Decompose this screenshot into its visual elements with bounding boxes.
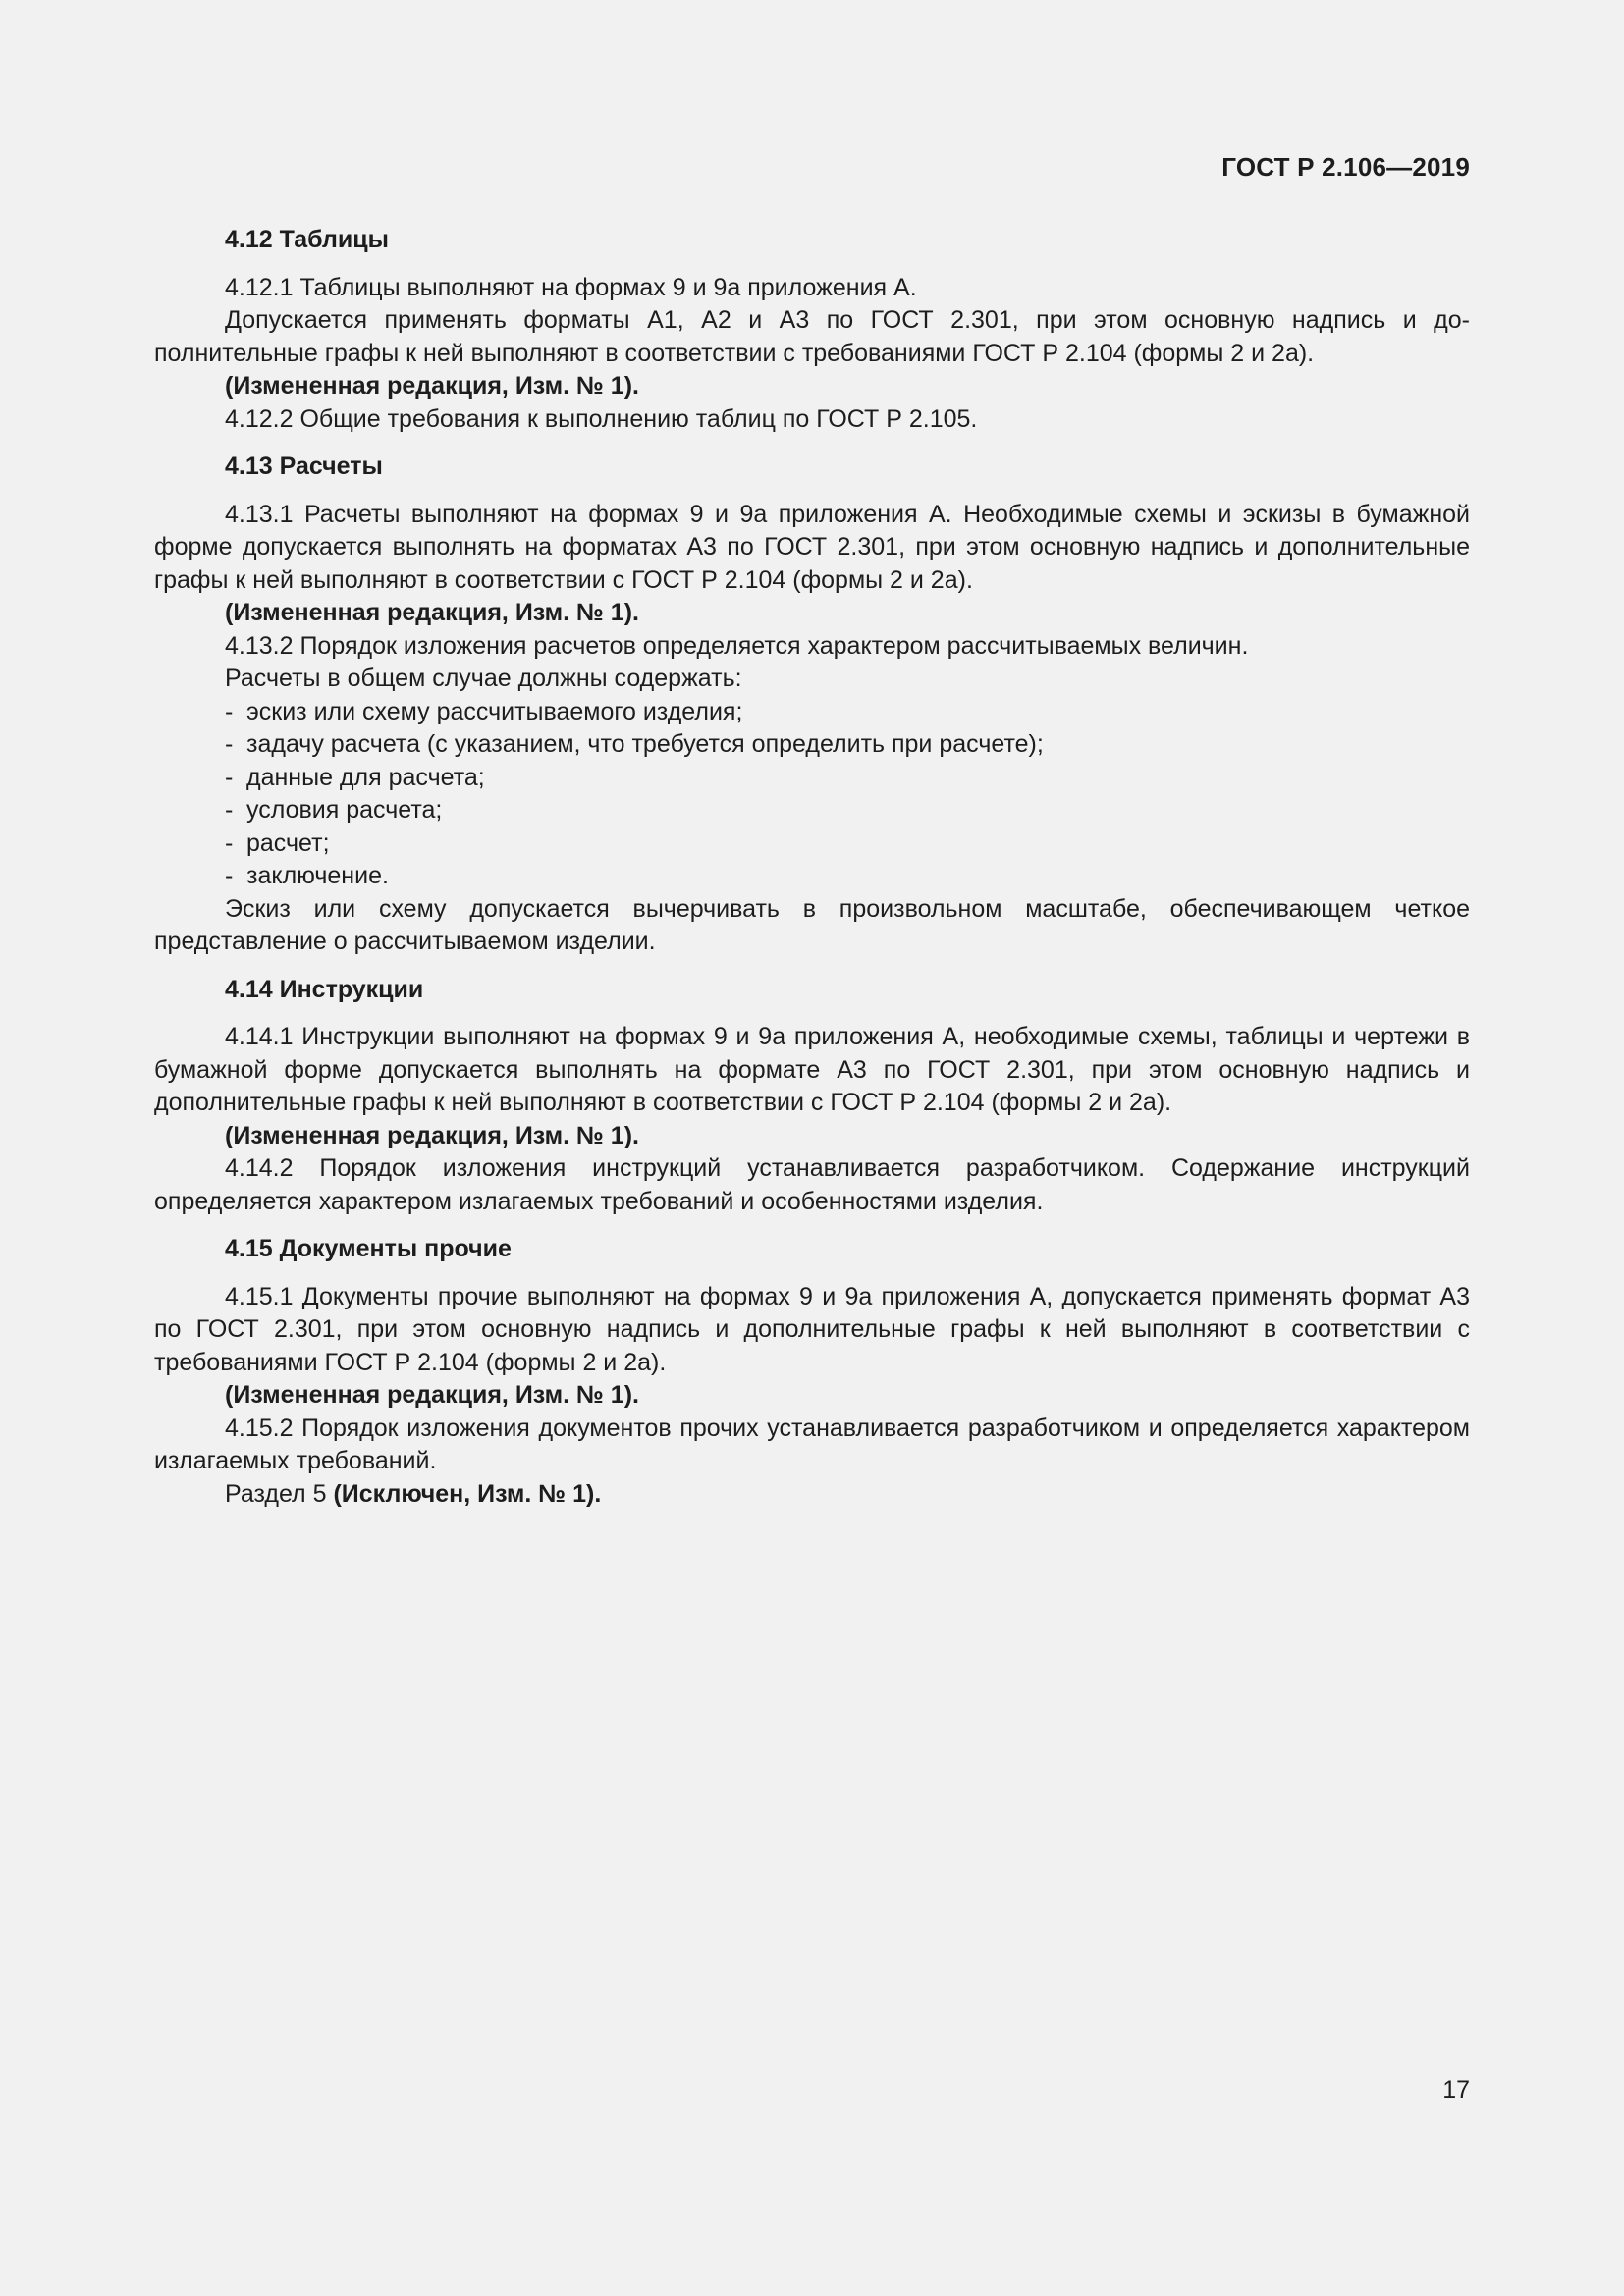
section-heading-4-12: 4.12 Таблицы — [225, 226, 389, 253]
paragraph-section-5-excluded — [154, 1478, 1470, 1512]
paragraph-4-13-1: 4.13.1 Расчеты выполняют на формах 9 и 9а приложения А. Необходимые схемы и эскизы в бумажной форме допускается выполнять на форматах А3 по ГОСТ 2.301, при этом основную надпись и дополнительные графы к ней выполняют в соответствии с ГОСТ Р 2.104 (формы 2 и 2а). — [154, 500, 1470, 594]
amendment-note-4-14: (Измененная редакция, Изм. № 1). — [225, 1121, 639, 1149]
paragraph-4-12-2: 4.12.2 Общие требования к выполнению таблиц по ГОСТ Р 2.105. — [225, 404, 978, 433]
list-item: - расчет; — [225, 828, 1470, 861]
paragraph-4-12-1: 4.12.1 Таблицы выполняют на формах 9 и 9а приложения А. — [225, 273, 917, 301]
list-item: - заключение. — [225, 860, 1470, 893]
calculation-contents-list — [154, 696, 1470, 893]
section-5-label: Раздел 5 — [225, 1479, 334, 1508]
amendment-note-4-13: (Измененная редакция, Изм. № 1). — [225, 599, 639, 626]
section-heading-4-14: 4.14 Инструкции — [225, 975, 424, 1003]
paragraph-4-15-1: 4.15.1 Документы прочие выполняют на формах 9 и 9а приложения А, допускается применять формат А3 по ГОСТ 2.301, при этом основную надпись и дополнительные графы к ней выполняют в соответствии с требованиями ГОСТ Р 2.104 (формы 2 и 2а). — [154, 1282, 1470, 1376]
page-number: 17 — [1442, 2076, 1470, 2104]
paragraph-4-12-formats: Допускается применять форматы А1, А2 и А3 по ГОСТ 2.301, при этом основную надпись и дополнительные графы к ней выполняют в соответствии с требованиями ГОСТ Р 2.104 (формы 2 и 2а). — [154, 306, 1470, 367]
list-item: - условия расчета; — [225, 794, 1470, 828]
paragraph-4-13-contents-intro: Расчеты в общем случае должны содержать: — [225, 665, 742, 692]
document-body — [154, 224, 1470, 1511]
list-item: - данные для расчета; — [225, 762, 1470, 795]
list-item: - задачу расчета (с указанием, что требуется определить при расчете); — [225, 728, 1470, 762]
amendment-note-4-15: (Измененная редакция, Изм. № 1). — [225, 1381, 639, 1409]
list-item: - эскиз или схему рассчитываемого изделия; — [225, 696, 1470, 729]
paragraph-4-13-2: 4.13.2 Порядок изложения расчетов определяется характером рассчитываемых величин. — [225, 631, 1249, 660]
section-5-excluded-note: (Исключен, Изм. № 1). — [333, 1479, 602, 1508]
paragraph-4-13-sketch: Эскиз или схему допускается вычерчивать в произвольном масштабе, обеспечивающем четкое представление о рассчитываемом изделии. — [154, 894, 1470, 955]
paragraph-4-15-2: 4.15.2 Порядок изложения документов прочих устанавливается разработчиком и определяется характером излагаемых требований. — [154, 1414, 1470, 1474]
document-code-header: ГОСТ Р 2.106—2019 — [1221, 152, 1470, 182]
paragraph-4-14-2: 4.14.2 Порядок изложения инструкций устанавливается разработчиком. Содержание инструкций определяется характером излагаемых требований и особенностями изделия. — [154, 1154, 1470, 1215]
section-heading-4-13: 4.13 Расчеты — [225, 453, 383, 480]
section-heading-4-15: 4.15 Документы прочие — [225, 1235, 512, 1262]
amendment-note-4-12: (Измененная редакция, Изм. № 1). — [225, 372, 639, 400]
paragraph-4-14-1: 4.14.1 Инструкции выполняют на формах 9 и 9а приложения А, необходимые схемы, таблицы и чертежи в бумажной форме допускается выполнять на формате А3 по ГОСТ 2.301, при этом основную надпись и дополнительные графы к ней выполняют в соответствии с ГОСТ Р 2.104 (формы 2 и 2а). — [154, 1023, 1470, 1116]
